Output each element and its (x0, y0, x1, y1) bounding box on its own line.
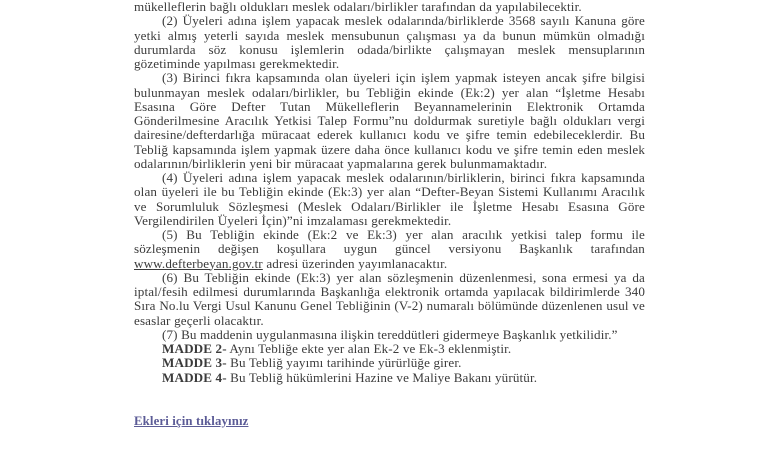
article-madde-3-label: MADDE 3- (162, 355, 227, 371)
paragraph-1-continuation: mükelleflerin bağlı oldukları meslek odaları/birlikler tarafından da yapılabilecektir. (134, 0, 582, 14)
paragraph-5 (134, 228, 645, 271)
paragraph-2: (2) Üyeleri adına işlem yapacak meslek odalarında/birliklerde 3568 sayılı Kanuna göre yetki almış yeterli sayıda meslek mensubunun çalışması ya da bunun mümkün olmadığı durumlarda söz konusu işlemlerin odada/birlikte çalışmayan meslek mensuplarının gözetiminde yapılması gerekmektedir. (134, 13, 645, 71)
attachments-link[interactable]: Ekleri için tıklayınız (134, 414, 249, 428)
article-madde-2-text: Aynı Tebliğe ekte yer alan Ek-2 ve Ek-3 eklenmiştir. (226, 341, 512, 356)
defterbeyan-url-link[interactable]: www.defterbeyan.gov.tr (134, 255, 263, 271)
article-madde-3-text: Bu Tebliğ yayımı tarihinde yürürlüğe girer. (226, 355, 462, 371)
paragraph-5-text-before-link: (5) Bu Tebliğin ekinde (Ek:2 ve Ek:3) yer alan aracılık yetkisi talep formu ile sözleşmenin değişen koşullara uygun güncel versiyonu Başkanlık tarafından (134, 227, 645, 257)
article-madde-2-label: MADDE 2- (162, 341, 227, 356)
paragraph-5-text-after-link: adresi üzerinden yayımlanacaktır. (262, 255, 448, 271)
paragraph-4: (4) Üyeleri adına işlem yapacak meslek odalarının/birliklerin, birinci fıkra kapsamında olan üyeleri ile bu Tebliğin ekinde (Ek:3) yer alan “Defter-Beyan Sistemi Kullanımı Aracılık ve Sorumluluk Sözleşmesi (Meslek Odaları/Birlikler ile İşletme Hesabı Esasına Göre Vergilendirilen Üyeleri İçin)”ni imzalaması gerekmektedir. (134, 170, 645, 228)
article-madde-4-label: MADDE 4- (162, 369, 227, 385)
paragraph-6: (6) Bu Tebliğin ekinde (Ek:3) yer alan sözleşmenin düzenlenmesi, sona ermesi ya da iptal/fesih edilmesi durumlarında Başkanlığa elektronik ortamda yapılacak bildirimlerde 340 Sıra No.lu Vergi Usul Kanunu Genel Tebliğinin (V-2) numaralı bölümünde düzenlenen usul ve esaslar geçerli olacaktır. (134, 269, 645, 328)
article-madde-4 (134, 371, 645, 385)
article-madde-4-text: Bu Tebliğ hükümlerini Hazine ve Maliye Bakanı yürütür. (226, 369, 538, 385)
attachments-link-container (134, 412, 248, 430)
document-body (134, 0, 645, 385)
paragraph-7: (7) Bu maddenin uygulanmasına ilişkin tereddütleri gidermeye Başkanlık yetkilidir.” (162, 326, 618, 342)
article-madde-2 (134, 342, 645, 356)
article-madde-3 (134, 356, 645, 370)
paragraph-3: (3) Birinci fıkra kapsamında olan üyeleri için işlem yapmak isteyen ancak şifre bilgisi bulunmayan meslek odaları/birlikler, bu Tebliğin ekinde (Ek:2) yer alan “İşletme Hesabı Esasına Göre Defter Tutan Mükelleflerin Beyannamelerinin Elektronik Ortamda Gönderilmesine Aracılık Yetkisi Talep Formu”nu doldurmak suretiyle bağlı oldukları vergi dairesine/defterdarlığa müracaat ederek kullanıcı kodu ve şifre temin edebileceklerdir. Bu Tebliğ kapsamında işlem yapmak üzere daha önce kullanıcı kodu ve şifre temin eden meslek odalarının/birliklerin yeni bir müracaat yapmalarına gerek bulunmamaktadır. (134, 70, 645, 171)
